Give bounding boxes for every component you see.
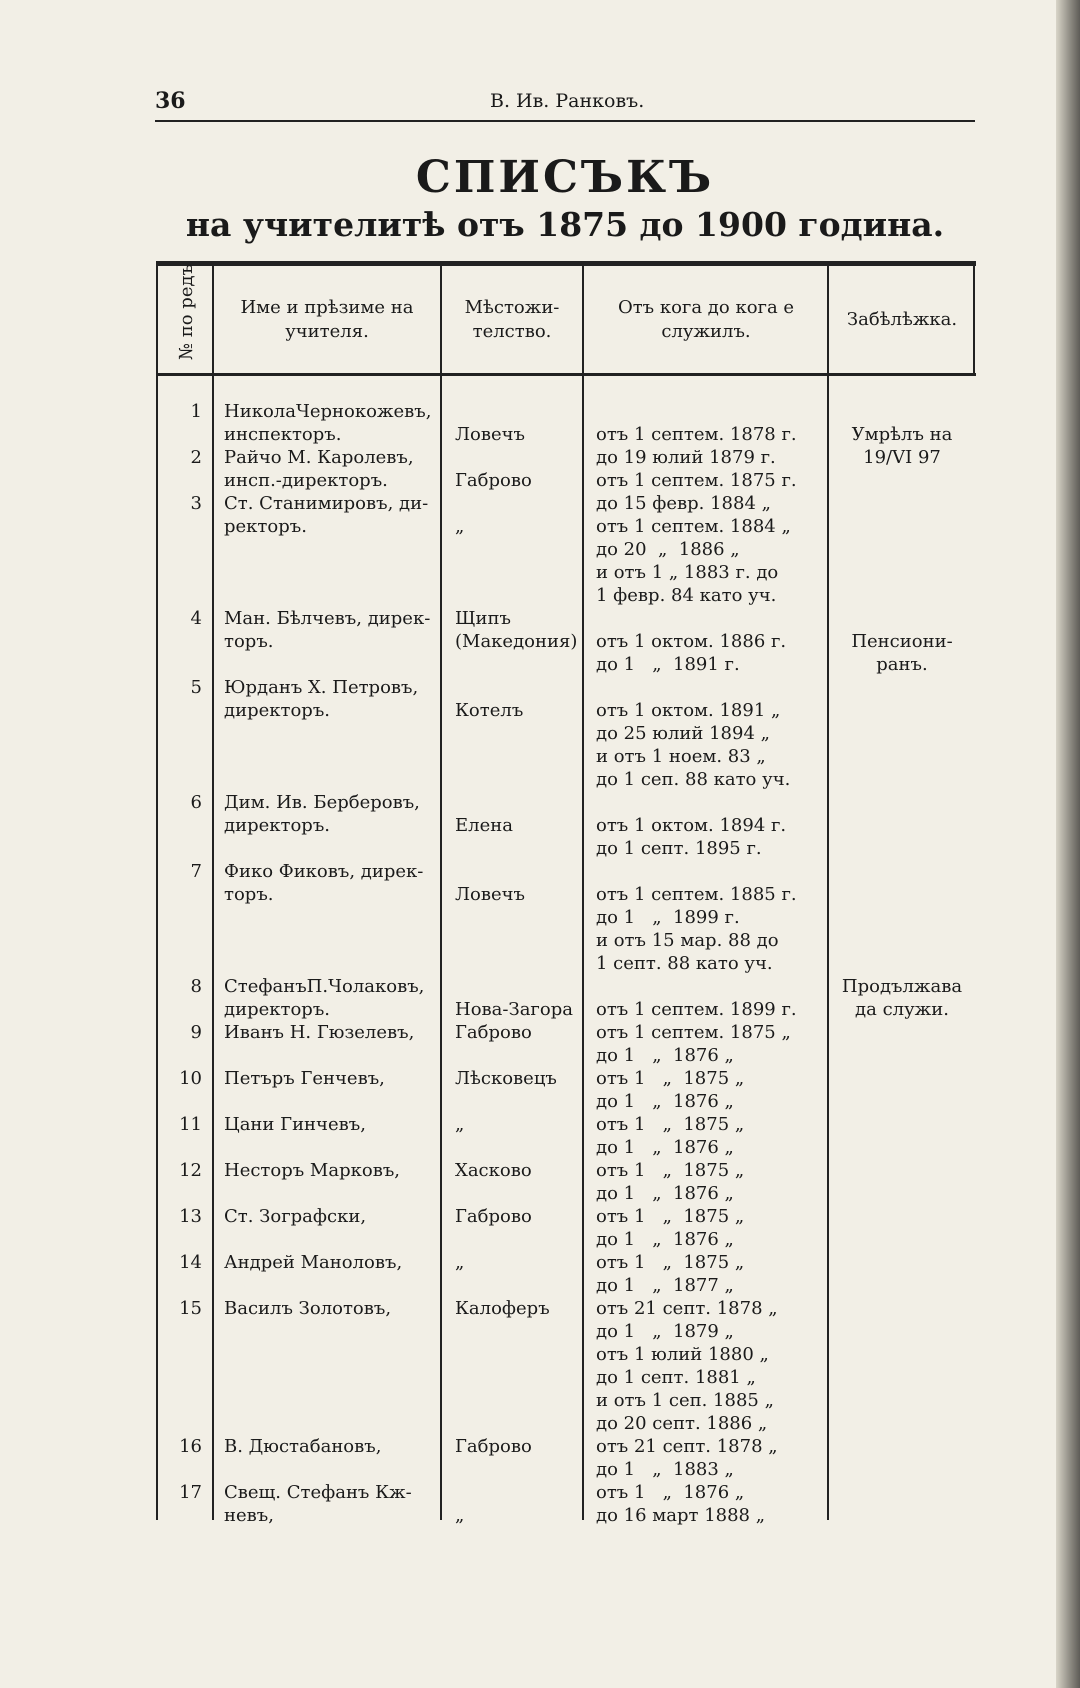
service-period-line: отъ 21 септ. 1878 „ [596, 1298, 778, 1319]
residence [455, 1435, 532, 1458]
teacher-name-line: НиколаЧернокожевъ, [224, 401, 432, 422]
service-period-line: и отъ 1 ноем. 83 „ [596, 746, 766, 767]
residence-line: Габрово [455, 470, 532, 491]
teacher-name [224, 1435, 381, 1458]
service-period-line: отъ 1 „ 1876 „ [596, 1482, 745, 1503]
teacher-name-line: Райчо М. Каролевъ, [224, 447, 414, 468]
residence [455, 1021, 532, 1044]
service-period [596, 1481, 765, 1527]
residence-line: „ [455, 1505, 465, 1526]
row-number: 2 [190, 447, 202, 468]
residence-line: Лѣсковецъ [455, 1068, 557, 1089]
service-period-line [596, 400, 797, 423]
residence-line: (Македония) [455, 631, 578, 652]
teacher-name [224, 860, 423, 906]
remark-line [832, 607, 972, 630]
remark-line: да служи. [855, 999, 949, 1020]
service-period-line [596, 975, 797, 998]
residence-line [455, 446, 532, 469]
service-period-line: до 25 юлий 1894 „ [596, 723, 770, 744]
teacher-name-line: инсп.-директоръ. [224, 470, 388, 491]
service-period [596, 1297, 778, 1435]
residence [455, 1067, 557, 1090]
residence-line: Елена [455, 815, 513, 836]
residence-line [455, 860, 525, 883]
residence-line: Габрово [455, 1436, 532, 1457]
remark [832, 975, 972, 1021]
service-period [596, 975, 797, 1021]
teacher-name [224, 1159, 400, 1182]
column-header-note: Забѣлѣжка. [846, 309, 958, 330]
teacher-name-line: Несторъ Марковъ, [224, 1160, 401, 1181]
teacher-name [224, 1205, 366, 1228]
column-header-name: Име и прѣзиме на учителя. [240, 297, 414, 342]
table-row [0, 1251, 1080, 1297]
service-period-line [596, 607, 786, 630]
residence-line: Котелъ [455, 700, 524, 721]
teacher-name [224, 1067, 385, 1090]
service-period [596, 791, 786, 860]
teacher-name-line: Ман. Бѣлчевъ, дирек- [224, 608, 431, 629]
teacher-name [224, 676, 418, 722]
header-bottom-rule [156, 373, 976, 376]
service-period-line: отъ 1 септем. 1875 г. [596, 470, 797, 491]
page-number: 36 [155, 88, 186, 114]
teacher-name-line: В. Дюстабановъ, [224, 1436, 382, 1457]
teacher-name [224, 607, 430, 653]
table-row [0, 676, 1080, 791]
teacher-name [224, 1021, 414, 1044]
teacher-name-line: Дим. Ив. Берберовъ, [224, 792, 420, 813]
service-period-line: до 1 „ 1883 „ [596, 1459, 734, 1480]
residence-line: Щипъ [455, 608, 511, 629]
remark-line: 19/VI 97 [863, 447, 941, 468]
residence-line: Нова-Загора [455, 999, 573, 1020]
residence-line [455, 492, 464, 515]
column-header-place: Мѣстожи-телство. [464, 297, 560, 342]
service-period-line: до 20 септ. 1886 „ [596, 1413, 768, 1434]
service-period-line: до 16 март 1888 „ [596, 1505, 766, 1526]
residence [455, 676, 523, 722]
service-period [596, 1159, 744, 1205]
table-row [0, 1159, 1080, 1205]
service-period [596, 860, 797, 975]
remark-line [832, 400, 972, 423]
table-row [0, 860, 1080, 975]
service-period-line: и отъ 15 мар. 88 до [596, 930, 779, 951]
service-period-line: и отъ 1 „ 1883 г. до [596, 562, 779, 583]
service-period-line: до 1 „ 1876 „ [596, 1137, 734, 1158]
residence-line: Ловечъ [455, 424, 525, 445]
table-row [0, 975, 1080, 1021]
service-period [596, 607, 786, 676]
remark-line: Пенсиони- [851, 631, 953, 652]
service-period-line: отъ 1 септем. 1875 „ [596, 1022, 791, 1043]
table-row [0, 492, 1080, 607]
residence-line: Габрово [455, 1206, 532, 1227]
remark-line: ранъ. [876, 654, 928, 675]
row-number: 17 [179, 1482, 202, 1503]
service-period-line: отъ 1 септем. 1878 г. [596, 424, 797, 445]
teacher-name-line: директоръ. [224, 815, 330, 836]
remark-line [832, 469, 972, 492]
remark [832, 400, 972, 446]
residence [455, 1159, 532, 1182]
row-number: 1 [190, 401, 202, 422]
service-period [596, 676, 790, 791]
service-period [596, 1251, 744, 1297]
service-period-line: до 1 септ. 1895 г. [596, 838, 762, 859]
residence-line: Хасково [455, 1160, 532, 1181]
residence [455, 1481, 464, 1527]
service-period-line: отъ 1 октом. 1891 „ [596, 700, 781, 721]
row-number: 12 [179, 1160, 202, 1181]
residence [455, 791, 513, 837]
service-period-line: до 1 „ 1877 „ [596, 1275, 734, 1296]
service-period-line: до 1 „ 1876 „ [596, 1229, 734, 1250]
teacher-name-line: ректоръ. [224, 516, 307, 537]
remark [832, 446, 972, 492]
teacher-name-line: Петъръ Генчевъ, [224, 1068, 385, 1089]
teacher-name [224, 492, 428, 538]
table-row [0, 1297, 1080, 1435]
service-period-line: отъ 1 „ 1875 „ [596, 1160, 745, 1181]
service-period-line [596, 860, 797, 883]
row-number: 5 [190, 677, 202, 698]
teacher-name-line: Свещ. Стефанъ Кж- [224, 1482, 412, 1503]
service-period-line: до 1 „ 1876 „ [596, 1183, 734, 1204]
row-number: 3 [190, 493, 202, 514]
table-row [0, 1481, 1080, 1527]
residence [455, 1297, 550, 1320]
service-period-line: отъ 1 „ 1875 „ [596, 1252, 745, 1273]
service-period-line: отъ 1 „ 1875 „ [596, 1068, 745, 1089]
service-period [596, 1435, 778, 1481]
remark-line: Умрѣлъ на [851, 424, 953, 445]
service-period-line: до 19 юлий 1879 г. [596, 447, 776, 468]
residence [455, 1251, 464, 1274]
service-period-line: до 1 „ 1879 „ [596, 1321, 734, 1342]
table-border-right [973, 265, 975, 375]
teacher-name [224, 446, 414, 492]
residence [455, 492, 464, 538]
table-row [0, 446, 1080, 492]
residence [455, 1113, 464, 1136]
residence [455, 860, 525, 906]
teacher-name-line: торъ. [224, 631, 274, 652]
service-period-line: отъ 1 септем. 1899 г. [596, 999, 797, 1020]
row-number: 6 [190, 792, 202, 813]
row-number: 15 [179, 1298, 202, 1319]
service-period-line: отъ 1 октом. 1886 г. [596, 631, 787, 652]
teacher-name-line: Ст. Станимировъ, ди- [224, 493, 429, 514]
table-row [0, 1435, 1080, 1481]
service-period [596, 400, 797, 446]
service-period-line: отъ 1 септем. 1884 „ [596, 516, 791, 537]
teacher-name [224, 1297, 391, 1320]
table-row [0, 1067, 1080, 1113]
teacher-name-line: невъ, [224, 1505, 274, 1526]
service-period-line: до 1 „ 1876 „ [596, 1045, 734, 1066]
residence-line [455, 791, 513, 814]
teacher-name-line: Фико Фиковъ, дирек- [224, 861, 424, 882]
service-period-line: отъ 1 септем. 1885 г. [596, 884, 797, 905]
table-row [0, 400, 1080, 446]
teacher-name [224, 975, 424, 1021]
service-period-line: до 1 „ 1891 г. [596, 654, 740, 675]
remark [832, 607, 972, 676]
row-number: 16 [179, 1436, 202, 1457]
row-number: 11 [179, 1114, 202, 1135]
service-period-line: 1 февр. 84 като уч. [596, 585, 777, 606]
teacher-name-line: СтефанъП.Чолаковъ, [224, 976, 425, 997]
teacher-name [224, 791, 420, 837]
service-period [596, 1021, 791, 1067]
service-period [596, 492, 791, 607]
table-row [0, 607, 1080, 676]
service-period-line: до 15 февр. 1884 „ [596, 493, 771, 514]
teacher-name-line: директоръ. [224, 700, 330, 721]
residence [455, 446, 532, 492]
teacher-name-line: торъ. [224, 884, 274, 905]
service-period-line [596, 791, 786, 814]
document-title: СПИСЪКЪ [415, 152, 715, 203]
row-number: 13 [179, 1206, 202, 1227]
service-period-line: до 1 „ 1876 „ [596, 1091, 734, 1112]
teacher-name-line: директоръ. [224, 999, 330, 1020]
residence-line [455, 400, 525, 423]
running-head-author: В. Ив. Ранковъ. [490, 90, 645, 112]
service-period [596, 1113, 744, 1159]
teacher-name [224, 1251, 402, 1274]
service-period-line: 1 септ. 88 като уч. [596, 953, 773, 974]
teacher-name-line: Иванъ Н. Гюзелевъ, [224, 1022, 415, 1043]
document-subtitle: на учителитѣ отъ 1875 до 1900 година. [185, 205, 945, 244]
service-period [596, 1205, 744, 1251]
table-row [0, 791, 1080, 860]
row-number: 9 [190, 1022, 202, 1043]
service-period-line: до 20 „ 1886 „ [596, 539, 740, 560]
teacher-name-line: Цани Гинчевъ, [224, 1114, 366, 1135]
service-period [596, 1067, 744, 1113]
remark-line: Продължава [841, 976, 963, 997]
column-header-number: № по редъ [176, 263, 197, 360]
teacher-name-line: Ст. Зографски, [224, 1206, 367, 1227]
teacher-name [224, 1113, 366, 1136]
residence [455, 975, 573, 1021]
table-top-rule [156, 261, 976, 266]
table-row [0, 1021, 1080, 1067]
table-row [0, 1205, 1080, 1251]
residence-line [455, 975, 573, 998]
teacher-name [224, 400, 431, 446]
row-number: 7 [190, 861, 202, 882]
service-period-line: отъ 1 „ 1875 „ [596, 1114, 745, 1135]
residence [455, 400, 525, 446]
teacher-name-line: Андрей Маноловъ, [224, 1252, 403, 1273]
residence [455, 1205, 532, 1228]
service-period-line: до 1 „ 1899 г. [596, 907, 740, 928]
residence-line: Ловечъ [455, 884, 525, 905]
service-period-line: отъ 1 юлий 1880 „ [596, 1344, 769, 1365]
service-period-line: до 1 септ. 1881 „ [596, 1367, 756, 1388]
service-period-line: отъ 21 септ. 1878 „ [596, 1436, 778, 1457]
residence [455, 607, 577, 653]
service-period-line [596, 676, 790, 699]
row-number: 10 [179, 1068, 202, 1089]
teacher-name-line: Василъ Золотовъ, [224, 1298, 392, 1319]
residence-line: „ [455, 1114, 465, 1135]
table-row [0, 1113, 1080, 1159]
residence-line [455, 1481, 464, 1504]
residence-line: „ [455, 1252, 465, 1273]
residence-line [455, 676, 523, 699]
residence-line: „ [455, 516, 465, 537]
residence-line: Габрово [455, 1022, 532, 1043]
teacher-name-line: Юрданъ Х. Петровъ, [224, 677, 419, 698]
running-head [155, 88, 975, 122]
service-period [596, 446, 797, 492]
column-header-period: Отъ кога до кога е служилъ. [617, 297, 795, 342]
teacher-name [224, 1481, 412, 1527]
row-number: 4 [190, 608, 202, 629]
row-number: 14 [179, 1252, 202, 1273]
service-period-line: и отъ 1 сеп. 1885 „ [596, 1390, 774, 1411]
row-number: 8 [190, 976, 202, 997]
residence-line: Калоферъ [455, 1298, 550, 1319]
teacher-name-line: инспекторъ. [224, 424, 342, 445]
service-period-line: до 1 сеп. 88 като уч. [596, 769, 791, 790]
service-period-line: отъ 1 „ 1875 „ [596, 1206, 745, 1227]
service-period-line: отъ 1 октом. 1894 г. [596, 815, 787, 836]
